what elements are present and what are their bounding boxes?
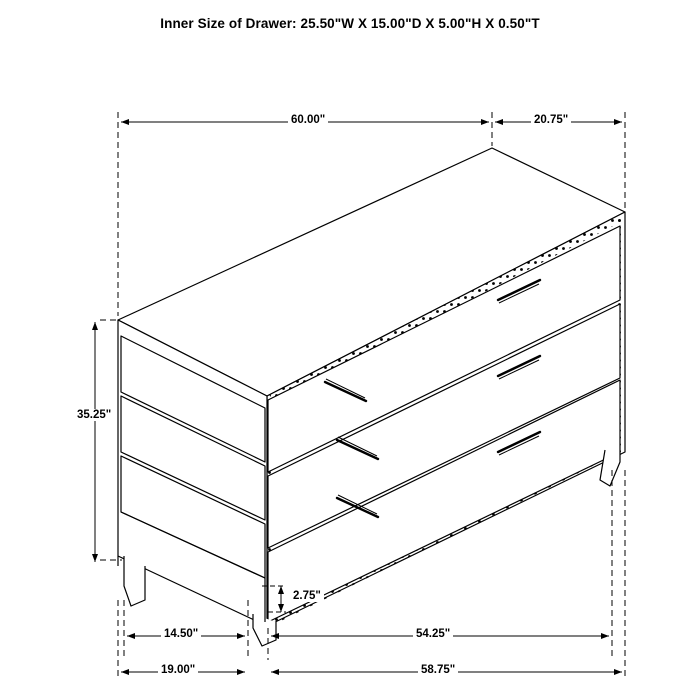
dimension-label-side-depth: 14.50" xyxy=(161,628,201,640)
dimension-label-front-width: 54.25" xyxy=(413,628,453,640)
dimension-label-leg-height: 2.75" xyxy=(290,590,324,602)
dresser-drawing xyxy=(118,148,625,646)
dimension-label-top-depth: 20.75" xyxy=(531,114,571,126)
dimension-label-top-width: 60.00" xyxy=(288,114,328,126)
page-title: Inner Size of Drawer: 25.50"W X 15.00"D X 5.00"H X 0.50"T xyxy=(160,16,540,31)
dimension-label-base-depth: 19.00" xyxy=(158,664,198,676)
dimension-label-overall-height: 35.25" xyxy=(74,409,114,421)
dimension-label-base-width: 58.75" xyxy=(418,664,458,676)
